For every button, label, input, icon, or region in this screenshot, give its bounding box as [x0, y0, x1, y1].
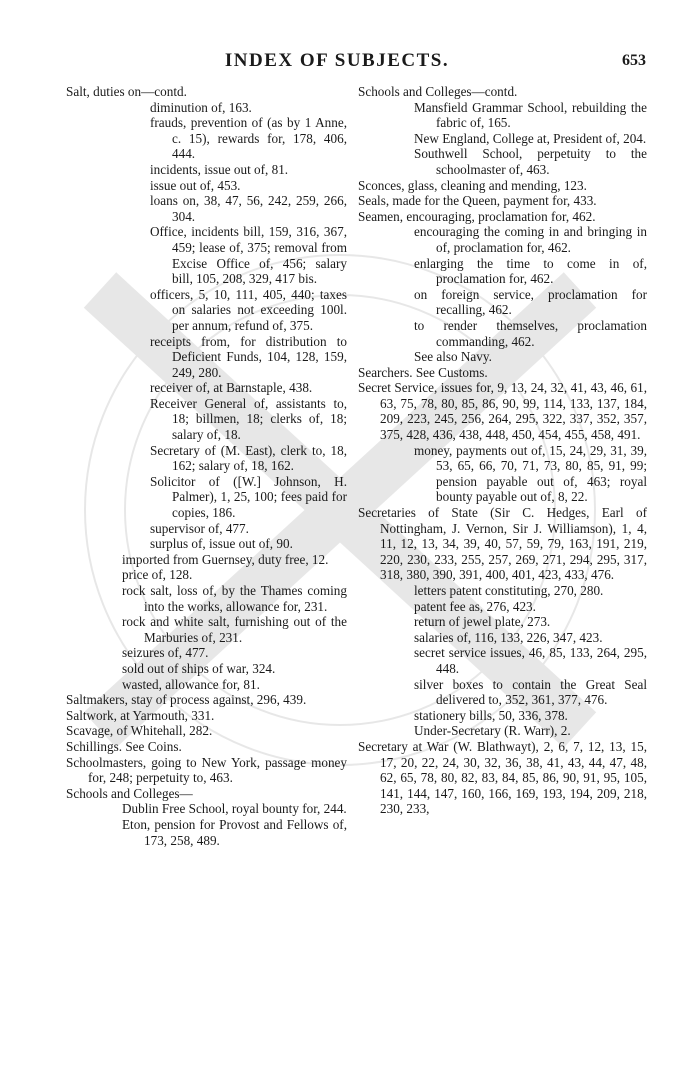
index-entry: Under-Secretary (R. Warr), 2. [414, 723, 571, 739]
page-title: INDEX OF SUBJECTS. [224, 50, 450, 71]
index-column-left [66, 84, 347, 848]
index-entry: loans on, 38, 47, 56, 242, 259, 266, 304. [150, 193, 347, 224]
index-entry: seizures of, 477. [122, 645, 209, 661]
index-entry: receiver of, at Barnstaple, 438. [150, 380, 313, 396]
index-entry: encouraging the coming in and bringing in of, proclamation for, 462. [414, 224, 647, 255]
index-entry: Seals, made for the Queen, payment for, 433. [358, 193, 597, 209]
index-entry: receipts from, for distribution to Deficient Funds, 104, 128, 159, 249, 280. [150, 333, 347, 380]
index-entry: to render themselves, proclamation commanding, 462. [414, 317, 647, 349]
index-entry: officers, 5, 10, 111, 405, 440; taxes on salaries not exceeding 100l. per annum, refund of, 375. [150, 286, 347, 333]
index-entry: return of jewel plate, 273. [414, 614, 551, 630]
index-entry: incidents, issue out of, 81. [150, 161, 289, 177]
index-entry: diminution of, 163. [150, 99, 252, 115]
index-entry: wasted, allowance for, 81. [122, 676, 260, 692]
index-entry: frauds, prevention of (as by 1 Anne, c. 15), rewards for, 178, 406, 444. [150, 115, 347, 162]
index-entry: Schools and Colleges— [66, 785, 193, 801]
index-entry: Schools and Colleges—contd. [358, 84, 518, 99]
index-entry: Solicitor of ([W.] Johnson, H. Palmer), 1, 25, 100; fees paid for copies, 186. [150, 473, 347, 521]
index-entry: secret service issues, 46, 85, 133, 264, 295, 448. [414, 645, 647, 676]
index-entry: Saltwork, at Yarmouth, 331. [66, 707, 215, 723]
index-entry: Schoolmasters, going to New York, passage money for, 248; perpetuity to, 463. [66, 754, 347, 786]
index-entry: price of, 128. [122, 567, 193, 583]
index-entry: Eton, pension for Provost and Fellows of, 173, 258, 489. [122, 816, 347, 848]
index-entry: Receiver General of, assistants to, 18; billmen, 18; clerks of, 18; salary of, 18. [150, 395, 347, 443]
index-entry: rock and white salt, furnishing out of the Marburies of, 231. [122, 614, 347, 645]
index-entry: silver boxes to contain the Great Seal delivered to, 352, 361, 377, 476. [414, 676, 647, 708]
index-entry: Mansfield Grammar School, rebuilding the fabric of, 165. [414, 99, 647, 131]
index-entry: Secretaries of State (Sir C. Hedges, Earl of Nottingham, J. Vernon, Sir J. Williamson), 1, 4, 11, 12, 13, 34, 39, 40, 57, 59, 79, 163, 191, 219, 220, 230, 233, 255, 257, 269, 271, 294, 295, 317, 318, 380, 390, 391, 400, 401, 423, 433, 476. [358, 505, 647, 583]
page-number: 653 [622, 52, 646, 69]
index-entry: Saltmakers, stay of process against, 296, 439. [66, 692, 307, 708]
index-entry: Scavage, of Whitehall, 282. [66, 723, 213, 739]
index-entry: patent fee as, 276, 423. [414, 598, 536, 614]
index-column-right [358, 84, 647, 817]
index-entry: Sconces, glass, cleaning and mending, 123. [358, 177, 587, 193]
index-entry: stationery bills, 50, 336, 378. [414, 707, 568, 723]
index-entry: imported from Guernsey, duty free, 12. [122, 551, 329, 567]
index-entry: sold out of ships of war, 324. [122, 660, 276, 676]
index-entry: Seamen, encouraging, proclamation for, 462. [358, 208, 596, 224]
index-entry: Dublin Free School, royal bounty for, 244. [122, 801, 347, 817]
index-entry: salaries of, 116, 133, 226, 347, 423. [414, 629, 603, 645]
index-entry: Schillings. See Coins. [66, 738, 182, 754]
index-entry: on foreign service, proclamation for recalling, 462. [414, 286, 647, 318]
index-entry: issue out of, 453. [150, 177, 241, 193]
index-entry: See also Navy. [414, 349, 492, 365]
index-entry: Searchers. See Customs. [358, 364, 488, 380]
index-entry: Southwell School, perpetuity to the schoolmaster of, 463. [414, 146, 647, 177]
index-entry: surplus of, issue out of, 90. [150, 536, 293, 552]
index-entry: letters patent constituting, 270, 280. [414, 583, 604, 598]
index-entry: rock salt, loss of, by the Thames coming into the works, allowance for, 231. [122, 583, 347, 614]
index-entry: Salt, duties on—contd. [66, 84, 187, 99]
index-entry: supervisor of, 477. [150, 520, 249, 536]
index-entry: enlarging the time to come in of, proclamation for, 462. [414, 255, 647, 287]
index-entry: Office, incidents bill, 159, 316, 367, 459; lease of, 375; removal from Excise Office of, 456; salary bill, 105, 208, 329, 417 bis. [150, 224, 347, 287]
page-header [0, 50, 674, 74]
index-entry: Secretary of (M. East), clerk to, 18, 162; salary of, 18, 162. [150, 442, 347, 474]
index-entry: Secretary at War (W. Blathwayt), 2, 6, 7, 12, 13, 15, 17, 20, 22, 24, 30, 32, 36, 38, 41, 43, 44, 47, 48, 62, 65, 78, 80, 82, 83, 84, 85, 86, 90, 91, 95, 105, 141, 144, 147, 160, 166, 169, 193, 194, 209, 218, 230, 233, [358, 738, 647, 817]
index-entry: money, payments out of, 15, 24, 29, 31, 39, 53, 65, 66, 70, 71, 73, 80, 85, 91, 99; pension payable out of, 463; royal bounty payable out of, 8, 22. [414, 442, 647, 505]
index-entry: New England, College at, President of, 204. [414, 130, 647, 146]
index-entry: Secret Service, issues for, 9, 13, 24, 32, 41, 43, 46, 61, 63, 75, 78, 80, 85, 86, 90, 99, 114, 133, 137, 184, 209, 223, 245, 256, 264, 295, 322, 337, 352, 357, 375, 428, 436, 438, 448, 450, 454, 455, 458, 491. [358, 380, 647, 443]
